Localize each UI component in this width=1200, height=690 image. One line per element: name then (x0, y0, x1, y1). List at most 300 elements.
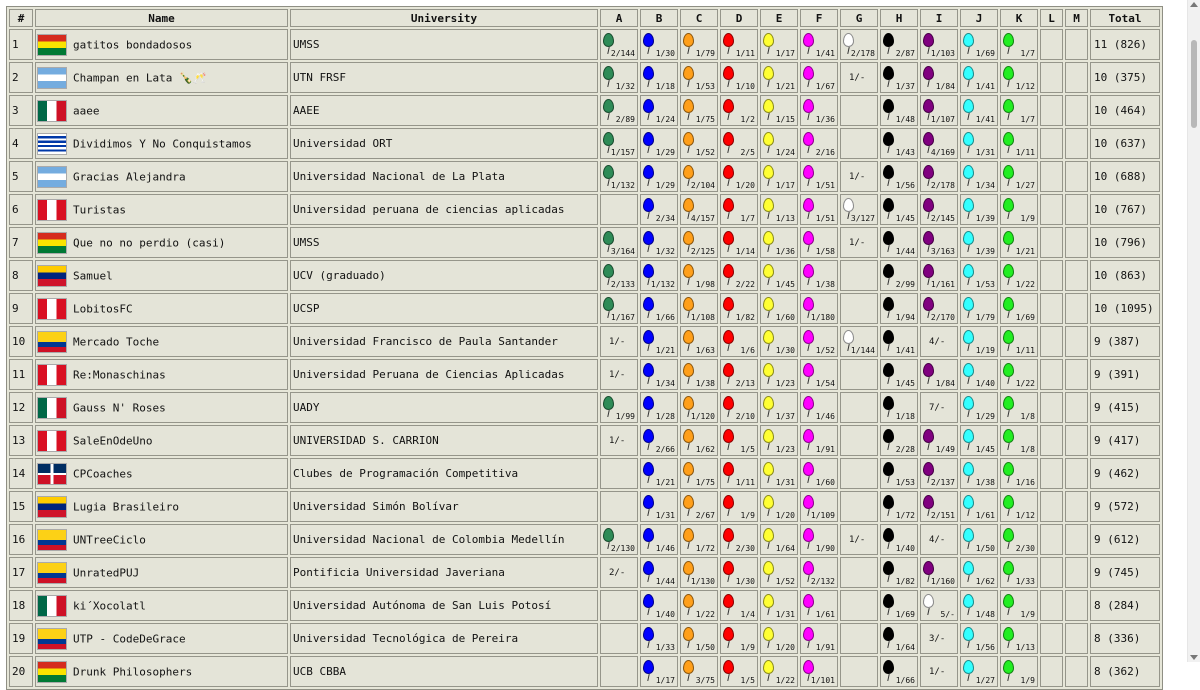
problem-cell-e[interactable] (760, 359, 798, 390)
problem-cell-b[interactable] (640, 524, 678, 555)
problem-cell-b[interactable] (640, 260, 678, 291)
problem-cell-g[interactable] (840, 227, 878, 258)
column-header-problem-h[interactable]: H (880, 9, 918, 27)
problem-cell-l[interactable] (1040, 623, 1063, 654)
problem-cell-a[interactable] (600, 326, 638, 357)
problem-cell-j[interactable] (960, 326, 998, 357)
problem-cell-c[interactable] (680, 326, 718, 357)
problem-cell-g[interactable] (840, 524, 878, 555)
problem-cell-b[interactable] (640, 128, 678, 159)
problem-cell-m[interactable] (1065, 359, 1088, 390)
problem-cell-m[interactable] (1065, 95, 1088, 126)
problem-cell-h[interactable] (880, 293, 918, 324)
problem-cell-j[interactable] (960, 425, 998, 456)
problem-cell-k[interactable] (1000, 62, 1038, 93)
problem-cell-g[interactable] (840, 392, 878, 423)
column-header-rank[interactable]: # (9, 9, 33, 27)
problem-cell-k[interactable] (1000, 227, 1038, 258)
column-header-problem-l[interactable]: L (1040, 9, 1063, 27)
problem-cell-k[interactable] (1000, 425, 1038, 456)
problem-cell-m[interactable] (1065, 326, 1088, 357)
problem-cell-l[interactable] (1040, 425, 1063, 456)
problem-cell-i[interactable] (920, 359, 958, 390)
problem-cell-a[interactable] (600, 524, 638, 555)
problem-cell-l[interactable] (1040, 524, 1063, 555)
problem-cell-b[interactable] (640, 623, 678, 654)
problem-cell-a[interactable] (600, 623, 638, 654)
problem-cell-h[interactable] (880, 392, 918, 423)
problem-cell-m[interactable] (1065, 557, 1088, 588)
balloon-string (887, 179, 889, 186)
problem-cell-c[interactable] (680, 62, 718, 93)
problem-cell-c[interactable] (680, 491, 718, 522)
problem-cell-h[interactable] (880, 194, 918, 225)
balloon-icon (843, 330, 854, 344)
problem-cell-b[interactable] (640, 326, 678, 357)
problem-cell-g[interactable] (840, 359, 878, 390)
problem-cell-i[interactable] (920, 227, 958, 258)
problem-cell-k[interactable] (1000, 29, 1038, 60)
problem-cell-g[interactable] (840, 260, 878, 291)
balloon-icon (643, 66, 654, 80)
problem-cell-e[interactable] (760, 392, 798, 423)
problem-cell-c[interactable] (680, 161, 718, 192)
problem-cell-l[interactable] (1040, 29, 1063, 60)
problem-cell-d[interactable] (720, 62, 758, 93)
problem-cell-d[interactable] (720, 524, 758, 555)
problem-cell-j[interactable] (960, 227, 998, 258)
problem-cell-e[interactable] (760, 293, 798, 324)
problem-cell-c[interactable] (680, 128, 718, 159)
problem-cell-h[interactable] (880, 359, 918, 390)
problem-cell-l[interactable] (1040, 161, 1063, 192)
problem-cell-k[interactable] (1000, 326, 1038, 357)
problem-cell-l[interactable] (1040, 227, 1063, 258)
total-cell: 9 (391) (1090, 359, 1160, 390)
problem-cell-i[interactable] (920, 458, 958, 489)
problem-cell-d[interactable] (720, 458, 758, 489)
problem-cell-f[interactable] (800, 524, 838, 555)
problem-cell-e[interactable] (760, 524, 798, 555)
column-header-problem-e[interactable]: E (760, 9, 798, 27)
problem-cell-f[interactable] (800, 62, 838, 93)
problem-cell-l[interactable] (1040, 128, 1063, 159)
problem-cell-h[interactable] (880, 260, 918, 291)
problem-cell-l[interactable] (1040, 557, 1063, 588)
problem-cell-f[interactable] (800, 359, 838, 390)
problem-cell-h[interactable] (880, 524, 918, 555)
problem-cell-f[interactable] (800, 425, 838, 456)
problem-cell-c[interactable] (680, 590, 718, 621)
problem-cell-f[interactable] (800, 557, 838, 588)
problem-cell-g[interactable] (840, 29, 878, 60)
problem-cell-b[interactable] (640, 359, 678, 390)
problem-cell-e[interactable] (760, 458, 798, 489)
problem-cell-c[interactable] (680, 95, 718, 126)
problem-cell-k[interactable] (1000, 128, 1038, 159)
problem-cell-m[interactable] (1065, 128, 1088, 159)
problem-cell-k[interactable] (1000, 260, 1038, 291)
problem-cell-f[interactable] (800, 623, 838, 654)
problem-cell-i[interactable] (920, 656, 958, 687)
problem-cell-c[interactable] (680, 557, 718, 588)
problem-cell-l[interactable] (1040, 491, 1063, 522)
problem-cell-h[interactable] (880, 656, 918, 687)
problem-cell-h[interactable] (880, 326, 918, 357)
balloon-icon (643, 429, 654, 443)
column-header-problem-f[interactable]: F (800, 9, 838, 27)
problem-cell-m[interactable] (1065, 62, 1088, 93)
column-header-name[interactable]: Name (35, 9, 288, 27)
problem-cell-f[interactable] (800, 491, 838, 522)
problem-cell-l[interactable] (1040, 194, 1063, 225)
problem-cell-g[interactable] (840, 293, 878, 324)
problem-cell-d[interactable] (720, 161, 758, 192)
problem-cell-c[interactable] (680, 458, 718, 489)
problem-cell-f[interactable] (800, 458, 838, 489)
problem-cell-i[interactable] (920, 623, 958, 654)
problem-cell-l[interactable] (1040, 590, 1063, 621)
problem-cell-a[interactable] (600, 161, 638, 192)
problem-cell-b[interactable] (640, 491, 678, 522)
problem-cell-i[interactable] (920, 161, 958, 192)
problem-cell-g[interactable] (840, 425, 878, 456)
problem-cell-b[interactable] (640, 161, 678, 192)
column-header-problem-g[interactable]: G (840, 9, 878, 27)
problem-cell-a[interactable] (600, 62, 638, 93)
problem-cell-j[interactable] (960, 590, 998, 621)
problem-cell-g[interactable] (840, 161, 878, 192)
problem-cell-j[interactable] (960, 458, 998, 489)
problem-cell-g[interactable] (840, 590, 878, 621)
problem-cell-e[interactable] (760, 623, 798, 654)
problem-cell-c[interactable] (680, 227, 718, 258)
column-header-problem-a[interactable]: A (600, 9, 638, 27)
problem-cell-h[interactable] (880, 557, 918, 588)
problem-cell-j[interactable] (960, 491, 998, 522)
problem-cell-c[interactable] (680, 656, 718, 687)
problem-cell-e[interactable] (760, 590, 798, 621)
scrollbar-thumb[interactable] (1191, 40, 1197, 128)
problem-cell-a[interactable] (600, 128, 638, 159)
problem-cell-e[interactable] (760, 194, 798, 225)
column-header-problem-j[interactable]: J (960, 9, 998, 27)
problem-cell-e[interactable] (760, 557, 798, 588)
problem-cell-h[interactable] (880, 161, 918, 192)
problem-cell-a[interactable] (600, 194, 638, 225)
problem-cell-a[interactable] (600, 227, 638, 258)
problem-cell-j[interactable] (960, 392, 998, 423)
problem-cell-d[interactable] (720, 227, 758, 258)
balloon-string (807, 113, 809, 120)
problem-cell-k[interactable] (1000, 95, 1038, 126)
attempts-time: 1/51 (815, 214, 835, 223)
problem-cell-m[interactable] (1065, 227, 1088, 258)
problem-cell-d[interactable] (720, 293, 758, 324)
problem-cell-j[interactable] (960, 194, 998, 225)
problem-cell-k[interactable] (1000, 491, 1038, 522)
problem-cell-m[interactable] (1065, 425, 1088, 456)
problem-cell-c[interactable] (680, 29, 718, 60)
problem-cell-h[interactable] (880, 458, 918, 489)
problem-cell-c[interactable] (680, 260, 718, 291)
problem-cell-i[interactable] (920, 392, 958, 423)
problem-cell-e[interactable] (760, 227, 798, 258)
problem-cell-i[interactable] (920, 260, 958, 291)
problem-cell-l[interactable] (1040, 656, 1063, 687)
problem-cell-j[interactable] (960, 623, 998, 654)
problem-cell-g[interactable] (840, 128, 878, 159)
attempts-time: 1/60 (775, 313, 795, 322)
problem-cell-k[interactable] (1000, 161, 1038, 192)
problem-cell-m[interactable] (1065, 524, 1088, 555)
problem-cell-d[interactable] (720, 128, 758, 159)
vertical-scrollbar[interactable] (1187, 0, 1200, 662)
problem-cell-k[interactable] (1000, 524, 1038, 555)
balloon-string (887, 575, 889, 582)
problem-cell-f[interactable] (800, 326, 838, 357)
problem-cell-m[interactable] (1065, 656, 1088, 687)
problem-cell-a[interactable] (600, 425, 638, 456)
problem-cell-h[interactable] (880, 95, 918, 126)
problem-cell-f[interactable] (800, 260, 838, 291)
problem-cell-c[interactable] (680, 623, 718, 654)
problem-cell-j[interactable] (960, 260, 998, 291)
problem-cell-i[interactable] (920, 194, 958, 225)
problem-cell-i[interactable] (920, 524, 958, 555)
problem-cell-b[interactable] (640, 95, 678, 126)
rank-cell: 14 (9, 458, 33, 489)
problem-cell-d[interactable] (720, 491, 758, 522)
problem-cell-a[interactable] (600, 260, 638, 291)
problem-cell-l[interactable] (1040, 326, 1063, 357)
problem-cell-e[interactable] (760, 95, 798, 126)
problem-cell-m[interactable] (1065, 392, 1088, 423)
problem-cell-e[interactable] (760, 425, 798, 456)
problem-cell-k[interactable] (1000, 590, 1038, 621)
problem-cell-k[interactable] (1000, 623, 1038, 654)
problem-cell-g[interactable] (840, 623, 878, 654)
problem-cell-b[interactable] (640, 557, 678, 588)
problem-cell-g[interactable] (840, 656, 878, 687)
problem-cell-l[interactable] (1040, 359, 1063, 390)
column-header-university[interactable]: University (290, 9, 598, 27)
problem-cell-i[interactable] (920, 128, 958, 159)
problem-cell-m[interactable] (1065, 161, 1088, 192)
problem-cell-j[interactable] (960, 359, 998, 390)
problem-cell-i[interactable] (920, 590, 958, 621)
problem-cell-a[interactable] (600, 557, 638, 588)
problem-cell-a[interactable] (600, 359, 638, 390)
problem-cell-m[interactable] (1065, 458, 1088, 489)
problem-cell-e[interactable] (760, 491, 798, 522)
problem-cell-h[interactable] (880, 227, 918, 258)
problem-cell-l[interactable] (1040, 293, 1063, 324)
problem-cell-i[interactable] (920, 557, 958, 588)
problem-cell-f[interactable] (800, 29, 838, 60)
problem-cell-k[interactable] (1000, 293, 1038, 324)
problem-cell-e[interactable] (760, 62, 798, 93)
problem-cell-a[interactable] (600, 29, 638, 60)
problem-cell-d[interactable] (720, 392, 758, 423)
problem-cell-m[interactable] (1065, 29, 1088, 60)
problem-cell-j[interactable] (960, 62, 998, 93)
problem-cell-c[interactable] (680, 293, 718, 324)
problem-cell-c[interactable] (680, 392, 718, 423)
problem-cell-b[interactable] (640, 425, 678, 456)
attempts-time: 1/33 (1015, 577, 1035, 586)
problem-cell-k[interactable] (1000, 458, 1038, 489)
problem-cell-g[interactable] (840, 491, 878, 522)
problem-cell-f[interactable] (800, 194, 838, 225)
problem-cell-g[interactable] (840, 557, 878, 588)
problem-cell-j[interactable] (960, 29, 998, 60)
problem-cell-c[interactable] (680, 194, 718, 225)
problem-cell-b[interactable] (640, 194, 678, 225)
problem-cell-b[interactable] (640, 62, 678, 93)
problem-cell-k[interactable] (1000, 557, 1038, 588)
problem-cell-h[interactable] (880, 29, 918, 60)
column-header-problem-m[interactable]: M (1065, 9, 1088, 27)
problem-cell-f[interactable] (800, 161, 838, 192)
problem-cell-h[interactable] (880, 623, 918, 654)
column-header-total[interactable]: Total (1090, 9, 1160, 27)
problem-cell-e[interactable] (760, 326, 798, 357)
problem-cell-f[interactable] (800, 227, 838, 258)
problem-cell-d[interactable] (720, 326, 758, 357)
problem-cell-h[interactable] (880, 128, 918, 159)
problem-cell-e[interactable] (760, 260, 798, 291)
problem-cell-a[interactable] (600, 392, 638, 423)
peru-flag-icon (37, 430, 67, 452)
problem-cell-b[interactable] (640, 458, 678, 489)
problem-cell-c[interactable] (680, 524, 718, 555)
problem-cell-c[interactable] (680, 425, 718, 456)
problem-cell-l[interactable] (1040, 458, 1063, 489)
problem-cell-i[interactable] (920, 29, 958, 60)
problem-cell-d[interactable] (720, 95, 758, 126)
problem-cell-l[interactable] (1040, 392, 1063, 423)
problem-cell-i[interactable] (920, 425, 958, 456)
problem-cell-j[interactable] (960, 656, 998, 687)
problem-cell-b[interactable] (640, 227, 678, 258)
problem-cell-b[interactable] (640, 293, 678, 324)
column-header-problem-k[interactable]: K (1000, 9, 1038, 27)
problem-cell-g[interactable] (840, 62, 878, 93)
table-row (9, 260, 1160, 291)
balloon-icon (683, 561, 694, 575)
attempts-time: 1/14 (735, 247, 755, 256)
problem-cell-i[interactable] (920, 491, 958, 522)
problem-cell-h[interactable] (880, 62, 918, 93)
problem-cell-f[interactable] (800, 128, 838, 159)
column-header-problem-b[interactable]: B (640, 9, 678, 27)
scroll-down-arrow-icon[interactable] (1190, 655, 1198, 660)
column-header-problem-c[interactable]: C (680, 9, 718, 27)
problem-cell-m[interactable] (1065, 260, 1088, 291)
problem-cell-l[interactable] (1040, 62, 1063, 93)
problem-cell-a[interactable] (600, 95, 638, 126)
problem-cell-m[interactable] (1065, 293, 1088, 324)
problem-cell-f[interactable] (800, 656, 838, 687)
problem-cell-k[interactable] (1000, 194, 1038, 225)
problem-cell-e[interactable] (760, 161, 798, 192)
problem-cell-e[interactable] (760, 128, 798, 159)
problem-cell-d[interactable] (720, 359, 758, 390)
problem-cell-j[interactable] (960, 524, 998, 555)
problem-cell-m[interactable] (1065, 623, 1088, 654)
problem-cell-b[interactable] (640, 29, 678, 60)
problem-cell-c[interactable] (680, 359, 718, 390)
problem-cell-i[interactable] (920, 62, 958, 93)
problem-cell-k[interactable] (1000, 392, 1038, 423)
problem-cell-d[interactable] (720, 29, 758, 60)
problem-cell-j[interactable] (960, 128, 998, 159)
problem-cell-d[interactable] (720, 656, 758, 687)
problem-cell-d[interactable] (720, 623, 758, 654)
problem-cell-k[interactable] (1000, 656, 1038, 687)
problem-cell-j[interactable] (960, 95, 998, 126)
problem-cell-i[interactable] (920, 326, 958, 357)
team-name: Re:Monaschinas (73, 368, 166, 381)
problem-cell-g[interactable] (840, 458, 878, 489)
problem-cell-g[interactable] (840, 326, 878, 357)
university-cell: Universidad Francisco de Paula Santander (290, 326, 598, 357)
problem-cell-g[interactable] (840, 95, 878, 126)
problem-cell-b[interactable] (640, 590, 678, 621)
problem-cell-j[interactable] (960, 557, 998, 588)
problem-cell-d[interactable] (720, 557, 758, 588)
problem-cell-a[interactable] (600, 293, 638, 324)
problem-cell-j[interactable] (960, 293, 998, 324)
problem-cell-k[interactable] (1000, 359, 1038, 390)
problem-cell-b[interactable] (640, 392, 678, 423)
problem-cell-d[interactable] (720, 194, 758, 225)
problem-cell-l[interactable] (1040, 95, 1063, 126)
problem-cell-m[interactable] (1065, 194, 1088, 225)
column-header-problem-d[interactable]: D (720, 9, 758, 27)
scroll-up-arrow-icon[interactable] (1190, 2, 1198, 7)
problem-cell-b[interactable] (640, 656, 678, 687)
balloon-icon (683, 99, 694, 113)
problem-cell-e[interactable] (760, 29, 798, 60)
problem-cell-m[interactable] (1065, 491, 1088, 522)
problem-cell-i[interactable] (920, 293, 958, 324)
attempts-time: 1/11 (735, 478, 755, 487)
problem-cell-h[interactable] (880, 425, 918, 456)
problem-cell-j[interactable] (960, 161, 998, 192)
problem-cell-f[interactable] (800, 293, 838, 324)
problem-cell-f[interactable] (800, 590, 838, 621)
problem-cell-a[interactable] (600, 590, 638, 621)
problem-cell-f[interactable] (800, 95, 838, 126)
problem-cell-h[interactable] (880, 491, 918, 522)
problem-cell-d[interactable] (720, 590, 758, 621)
problem-cell-l[interactable] (1040, 260, 1063, 291)
problem-cell-h[interactable] (880, 590, 918, 621)
problem-cell-d[interactable] (720, 425, 758, 456)
problem-cell-d[interactable] (720, 260, 758, 291)
problem-cell-a[interactable] (600, 656, 638, 687)
column-header-problem-i[interactable]: I (920, 9, 958, 27)
problem-cell-m[interactable] (1065, 590, 1088, 621)
problem-cell-f[interactable] (800, 392, 838, 423)
problem-cell-g[interactable] (840, 194, 878, 225)
problem-cell-a[interactable] (600, 491, 638, 522)
problem-cell-a[interactable] (600, 458, 638, 489)
problem-cell-i[interactable] (920, 95, 958, 126)
problem-cell-e[interactable] (760, 656, 798, 687)
